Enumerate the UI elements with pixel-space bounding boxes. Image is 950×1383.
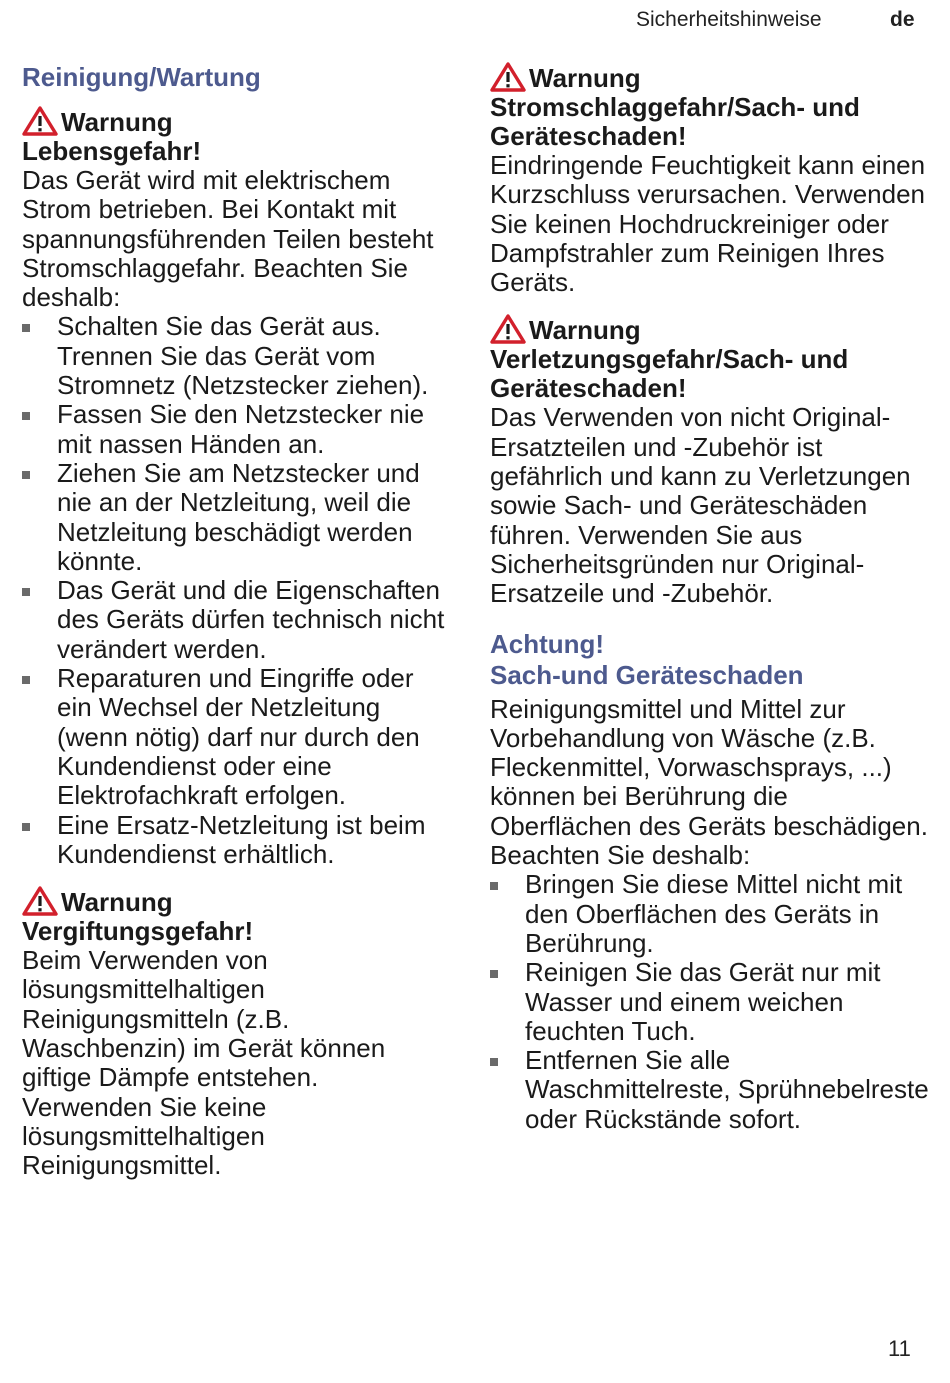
- warning-title: Lebensgefahr!: [22, 136, 202, 166]
- square-bullet-icon: [22, 676, 30, 684]
- warning-triangle-icon: [22, 106, 58, 136]
- square-bullet-icon: [490, 1058, 498, 1066]
- warning-label: Warnung: [529, 63, 641, 93]
- warning-text: Das Verwenden von nicht Original-Ersatzteilen und -Zubehör ist gefährlich und kann zu Verletzungen sowie Sach- und Geräteschäden führen. Verwenden Sie aus Sicherheitsgründen nur Original-Ersatzeile und -Zubehör.: [490, 402, 911, 609]
- warning-title: Verletzungsgefahr/Sach- und Geräteschaden!: [490, 344, 849, 404]
- warning-text: Eindringende Feuchtigkeit kann einen Kurzschluss verursachen. Verwenden Sie keinen Hochdruckreiniger oder Dampfstrahler zum Reinigen Ihres Geräts.: [490, 150, 926, 298]
- warning-title: Stromschlaggefahr/Sach- und Geräteschaden!: [490, 92, 860, 151]
- warning-text: Beim Verwenden von lösungsmittelhaltigen Reinigungsmitteln (z.B. Waschbenzin) im Gerät können giftige Dämpfe entstehen. Verwenden Sie keine lösungsmittelhaltigen Reinigungsmittel.: [22, 945, 386, 1181]
- list-item: Eine Ersatz-Netzleitung ist beim Kundendienst erhältlich.: [22, 811, 452, 870]
- square-bullet-icon: [22, 588, 30, 596]
- caution-heading: Achtung!: [490, 628, 605, 659]
- warning-bullet-list: [22, 312, 452, 869]
- warning-label: Warnung: [529, 315, 641, 346]
- square-bullet-icon: [490, 882, 498, 890]
- warning-triangle-icon: [490, 314, 526, 344]
- list-item: Fassen Sie den Netzstecker nie mit nassen Händen an.: [22, 400, 452, 459]
- page-number: 11: [888, 1336, 911, 1361]
- warning-block-stromschlaggefahr: [490, 62, 930, 297]
- warning-title: Vergiftungsgefahr!: [22, 916, 254, 947]
- square-bullet-icon: [22, 823, 30, 831]
- list-item: Schalten Sie das Gerät aus. Trennen Sie das Gerät vom Stromnetz (Netzstecker ziehen).: [22, 312, 452, 400]
- square-bullet-icon: [22, 412, 30, 420]
- right-column: [490, 62, 930, 1134]
- list-item: Entfernen Sie alle Waschmittelreste, Sprühnebelreste oder Rückstände sofort.: [490, 1046, 930, 1134]
- square-bullet-icon: [22, 471, 30, 479]
- warning-block-lebensgefahr: [22, 106, 452, 869]
- warning-label: Warnung: [61, 107, 173, 137]
- warning-triangle-icon: [22, 886, 58, 916]
- list-item: Ziehen Sie am Netzstecker und nie an der Netzleitung, weil die Netzleitung beschädigt werden könnte.: [22, 459, 452, 576]
- list-item: Bringen Sie diese Mittel nicht mit den Oberflächen des Geräts in Berührung.: [490, 870, 930, 958]
- section-heading: Reinigung/Wartung: [22, 62, 261, 92]
- warning-label: Warnung: [61, 887, 173, 918]
- caution-block: [490, 629, 930, 1134]
- header-section-title: Sicherheitshinweise: [636, 8, 822, 31]
- warning-triangle-icon: [490, 62, 526, 92]
- warning-text: Das Gerät wird mit elektrischem Strom betrieben. Bei Kontakt mit spannungsführenden Teilen besteht Stromschlaggefahr. Beachten Sie deshalb:: [22, 165, 434, 313]
- caution-text: Reinigungsmittel und Mittel zur Vorbehandlung von Wäsche (z.B. Fleckenmittel, Vorwaschsprays, ...) können bei Berührung die Oberflächen des Geräts beschädigen. Beachten Sie deshalb:: [490, 693, 928, 871]
- header-language-code: de: [890, 8, 915, 31]
- list-item: Reparaturen und Eingriffe oder ein Wechsel der Netzleitung (wenn nötig) darf nur durch den Kundendienst oder eine Elektrofachkraft erfolgen.: [22, 664, 452, 810]
- square-bullet-icon: [22, 324, 30, 332]
- list-item: Das Gerät und die Eigenschaften des Geräts dürfen technisch nicht verändert werden.: [22, 576, 452, 664]
- square-bullet-icon: [490, 970, 498, 978]
- warning-block-vergiftungsgefahr: [22, 886, 452, 1180]
- caution-bullet-list: [490, 870, 930, 1134]
- left-column: [22, 62, 452, 1181]
- list-item: Reinigen Sie das Gerät nur mit Wasser und einem weichen feuchten Tuch.: [490, 958, 930, 1046]
- warning-block-verletzungsgefahr: [490, 314, 930, 608]
- caution-subheading: Sach-und Geräteschaden: [490, 659, 804, 690]
